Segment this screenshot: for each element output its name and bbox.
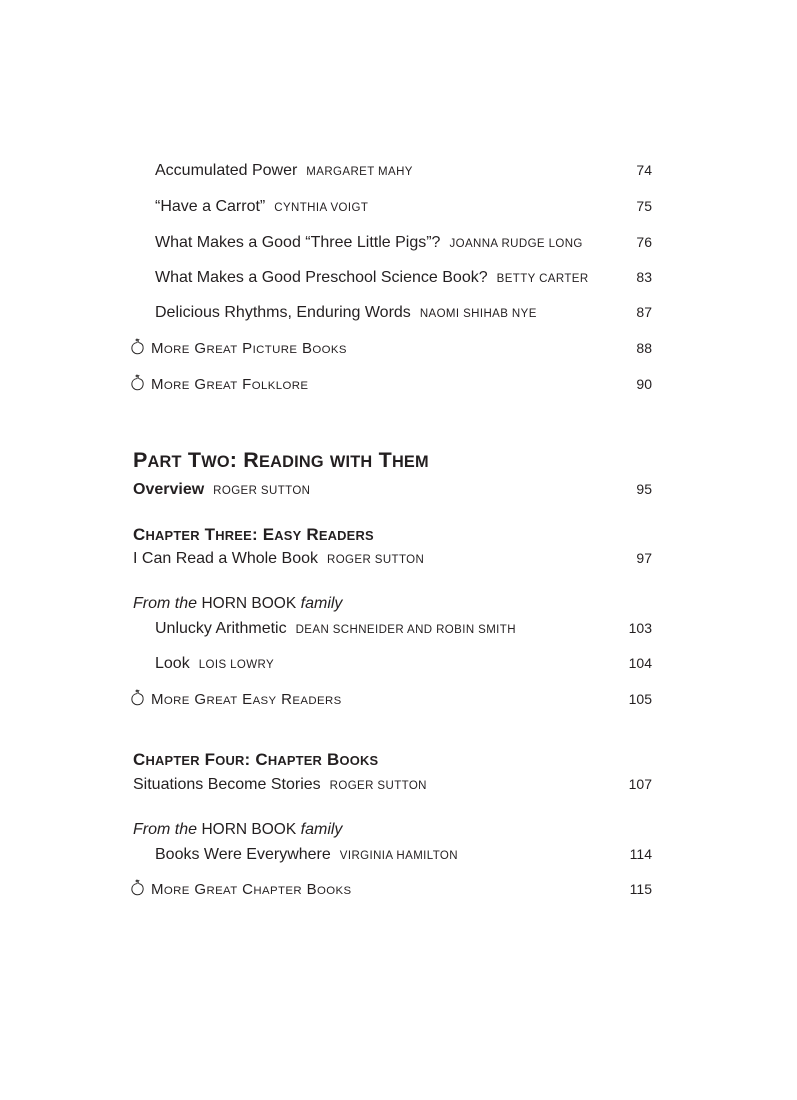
entry-title: What Makes a Good “Three Little Pigs”? [155, 234, 441, 251]
entry-author: JOANNA RUDGE LONG [449, 238, 583, 250]
entry-title: I Can Read a Whole Book [133, 550, 318, 567]
toc-more-row [129, 688, 652, 712]
toc-more-row [129, 337, 652, 361]
chapter-four-heading: CHAPTER FOUR: CHAPTER BOOKS [133, 750, 379, 769]
apple-icon [129, 688, 145, 708]
toc-entry [155, 844, 652, 867]
overview-title: Overview [133, 481, 205, 498]
entry-title: Look [155, 655, 190, 672]
toc-entry [133, 774, 652, 797]
entry-page-number: 104 [628, 655, 652, 671]
entry-page-number: 76 [636, 234, 652, 250]
entry-author: ROGER SUTTON [213, 485, 311, 497]
entry-title: Books Were Everywhere [155, 846, 331, 863]
toc-entry [155, 196, 652, 219]
entry-author: CYNTHIA VOIGT [274, 202, 369, 214]
entry-title: What Makes a Good Preschool Science Book? [155, 269, 488, 286]
chapter-three-heading: CHAPTER THREE: EASY READERS [133, 525, 374, 544]
toc-entry [155, 618, 652, 641]
apple-icon [129, 373, 145, 393]
apple-icon [129, 878, 145, 898]
entry-page-number: 97 [636, 550, 652, 566]
entry-title: Unlucky Arithmetic [155, 620, 287, 637]
entry-page-number: 107 [628, 776, 652, 792]
more-great-label: MORE GREAT FOLKLORE [151, 376, 309, 393]
toc-entry [155, 267, 652, 290]
entry-title: Situations Become Stories [133, 776, 321, 793]
entry-author: LOIS LOWRY [198, 659, 275, 671]
more-great-label: MORE GREAT EASY READERS [151, 691, 342, 708]
family-line-suffix: family [296, 595, 343, 612]
family-line-suffix: family [296, 821, 343, 838]
entry-title: “Have a Carrot” [155, 198, 266, 215]
more-great-label: MORE GREAT CHAPTER BOOKS [151, 881, 352, 898]
toc-more-row [129, 878, 652, 902]
entry-page-number: 87 [636, 304, 652, 320]
more-great-label: MORE GREAT PICTURE BOOKS [151, 340, 347, 357]
entry-page-number: 88 [636, 340, 652, 356]
entry-page-number: 90 [636, 376, 652, 392]
entry-page-number: 75 [636, 198, 652, 214]
horn-book-family-line [133, 593, 652, 614]
apple-icon [129, 337, 145, 357]
chapter-heading-row [133, 524, 652, 547]
entry-author: NAOMI SHIHAB NYE [419, 308, 537, 320]
toc-more-row [129, 373, 652, 397]
horn-book-family-line [133, 819, 652, 840]
entry-page-number: 114 [629, 846, 652, 862]
horn-book-brand: HORN BOOK [201, 821, 297, 838]
toc-entry [155, 232, 652, 255]
horn-book-brand: HORN BOOK [201, 595, 297, 612]
entry-author: ROGER SUTTON [327, 554, 425, 566]
toc-entry [133, 479, 652, 502]
entry-page-number: 74 [636, 162, 652, 178]
entry-title: Accumulated Power [155, 162, 298, 179]
entry-page-number: 83 [636, 269, 652, 285]
toc-entry [155, 653, 652, 676]
entry-title: Delicious Rhythms, Enduring Words [155, 304, 411, 321]
entry-author: ROGER SUTTON [329, 780, 427, 792]
toc-entry [155, 302, 652, 325]
entry-author: DEAN SCHNEIDER AND ROBIN SMITH [295, 624, 516, 636]
entry-page-number: 115 [629, 881, 652, 897]
toc-entry [133, 548, 652, 571]
entry-page-number: 103 [628, 620, 652, 636]
entry-author: MARGARET MAHY [306, 166, 413, 178]
entry-author: BETTY CARTER [496, 273, 589, 285]
family-line-prefix: From the [133, 821, 202, 838]
chapter-heading-row [133, 749, 652, 772]
part-two-heading: PART TWO: READING WITH THEM [133, 448, 429, 472]
entry-author: VIRGINIA HAMILTON [339, 850, 458, 862]
toc-entry [155, 160, 652, 183]
entry-page-number: 95 [636, 481, 652, 497]
family-line-prefix: From the [133, 595, 202, 612]
entry-page-number: 105 [628, 691, 652, 707]
part-heading-row [133, 447, 652, 475]
